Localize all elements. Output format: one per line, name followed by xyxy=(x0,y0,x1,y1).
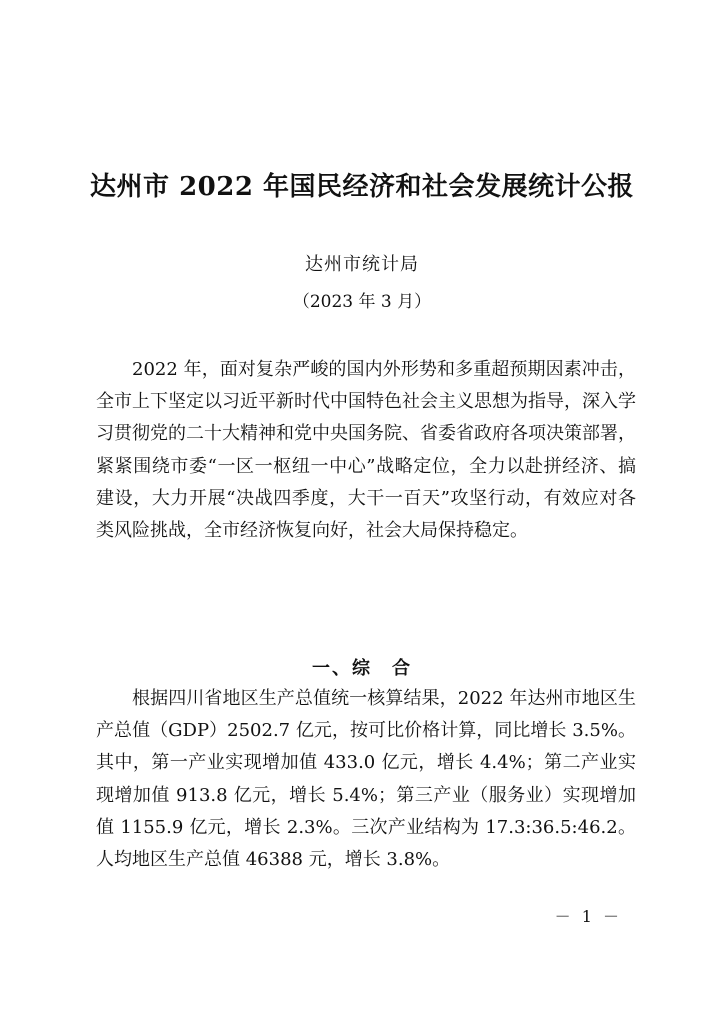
document-title: 达州市 2022 年国民经济和社会发展统计公报 xyxy=(90,172,634,202)
page-number: － 1 － xyxy=(554,907,622,926)
section-heading: 一、综 合 xyxy=(312,658,412,679)
issuing-organization: 达州市统计局 xyxy=(305,254,419,275)
publication-date: （2023 年 3 月） xyxy=(292,292,432,312)
intro-paragraph: 2022 年，面对复杂严峻的国内外形势和多重超预期因素冲击，全市上下坚定以习近平新时代中国特色社会主义思想为指导，深入学习贯彻党的二十大精神和党中央国务院、省委省政府各项决策部署，紧紧围绕市委“一区一枢纽一中心”战略定位，全力以赴拼经济、搞建设，大力开展“决战四季度，大干一百天”攻坚行动，有效应对各类风险挑战，全市经济恢复向好，社会大局保持稳定。 xyxy=(96,359,636,542)
section-paragraph: 根据四川省地区生产总值统一核算结果，2022 年达州市地区生产总值（GDP）2502.7 亿元，按可比价格计算，同比增长 3.5%。其中，第一产业实现增加值 433.0 亿元，增长 4.4%；第二产业实现增加值 913.8 亿元，增长 5.4%；第三产业（服务业）实现增加值 1155.9 亿元，增长 2.3%。三次产业结构为 17.3:36.5:46.2。人均地区生产总值 46388 元，增长 3.8%。 xyxy=(96,688,636,871)
